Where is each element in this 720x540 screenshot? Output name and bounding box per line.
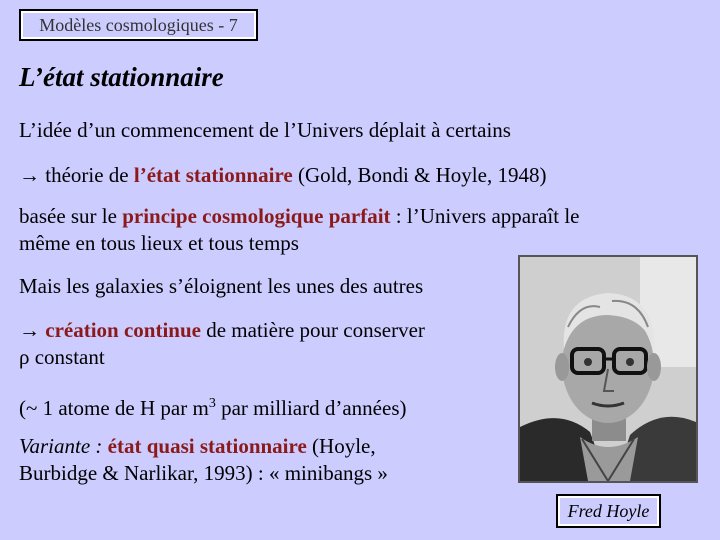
p2-post: (Gold, Bondi & Hoyle, 1948)	[292, 163, 547, 187]
p5-post: de matière pour conserver	[200, 318, 425, 342]
p6-pre: (~ 1 atome de H par m	[19, 396, 209, 420]
p7-line2: Burbidge & Narlikar, 1993) : « minibangs »	[19, 461, 388, 485]
paragraph-4	[19, 273, 423, 300]
p3-highlight: principe cosmologique parfait	[122, 204, 391, 228]
p4-text: Mais les galaxies s’éloignent les unes des autres	[19, 274, 424, 298]
paragraph-6	[19, 390, 406, 422]
photo-caption	[556, 494, 661, 528]
slide-title: L’état stationnaire	[19, 62, 224, 92]
paragraph-1-text: L’idée d’un commencement de l’Univers déplait à certains	[19, 118, 511, 142]
p7-lead: Variante :	[19, 434, 103, 458]
p2-pre: → théorie de	[19, 163, 134, 187]
slide-label: Modèles cosmologiques - 7	[39, 14, 238, 35]
paragraph-1	[19, 117, 511, 144]
p5-pre: →	[19, 318, 46, 342]
p7-highlight: état quasi stationnaire	[107, 434, 307, 458]
p5-highlight: création continue	[45, 318, 201, 342]
portrait-photo-icon	[518, 255, 698, 483]
paragraph-7	[19, 433, 388, 487]
p3-post: : l’Univers apparaît le	[390, 204, 580, 228]
slide-header	[19, 9, 258, 41]
paragraph-5	[19, 317, 425, 371]
p6-sup: 3	[208, 396, 216, 411]
paragraph-3	[19, 203, 579, 257]
p3-pre: basée sur le	[19, 204, 123, 228]
p5-line2: ρ constant	[19, 345, 105, 369]
paragraph-2	[19, 162, 546, 189]
portrait-illustration	[520, 257, 696, 481]
p2-highlight: l’état stationnaire	[133, 163, 293, 187]
p6-post: par milliard d’années)	[215, 396, 407, 420]
p7-post: (Hoyle,	[306, 434, 376, 458]
p3-line2: même en tous lieux et tous temps	[19, 231, 299, 255]
photo-caption-text: Fred Hoyle	[567, 500, 650, 521]
